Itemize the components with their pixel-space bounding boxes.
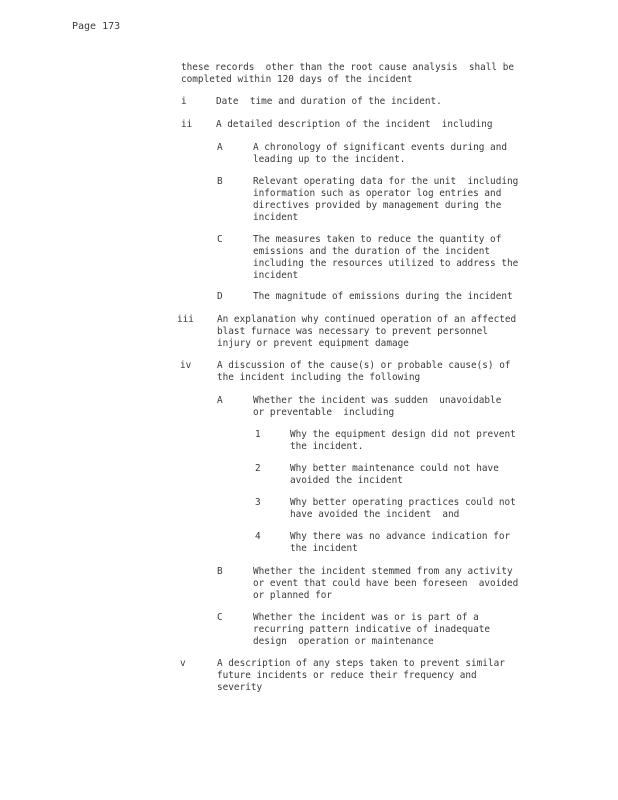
item-number: 3 (255, 497, 261, 508)
item-number: v (180, 658, 186, 669)
item-number: 2 (255, 463, 261, 474)
text-line: incident (253, 212, 299, 223)
text-line: design operation or maintenance (253, 636, 434, 647)
text-line: information such as operator log entries and (253, 188, 502, 199)
text-line: blast furnace was necessary to prevent personnel (217, 326, 488, 337)
text-line: completed within 120 days of the incident (181, 74, 413, 85)
text-line: including the resources utilized to address the (253, 258, 519, 269)
item-number: A (217, 142, 223, 153)
text-line: A discussion of the cause(s) or probable cause(s) of (217, 360, 511, 371)
text-line: avoided the incident (290, 475, 403, 486)
item-number: D (217, 291, 223, 302)
text-line: Why there was no advance indication for (290, 531, 511, 542)
item-number: C (217, 234, 223, 245)
text-line: Date time and duration of the incident. (216, 96, 442, 107)
text-line: injury or prevent equipment damage (217, 338, 409, 349)
text-line: the incident including the following (217, 372, 421, 383)
text-line: future incidents or reduce their frequency and (217, 670, 477, 681)
text-line: or planned for (253, 590, 333, 601)
item-number: ii (181, 119, 193, 130)
text-line: Whether the incident stemmed from any activity (253, 566, 513, 577)
item-number: A (217, 395, 223, 406)
text-line: leading up to the incident. (253, 154, 406, 165)
text-line: or event that could have been foreseen avoided (253, 578, 519, 589)
item-number: 1 (255, 429, 261, 440)
text-line: these records other than the root cause analysis shall be (181, 62, 515, 73)
text-line: Whether the incident was or is part of a (253, 612, 479, 623)
text-line: A description of any steps taken to prevent similar (217, 658, 505, 669)
text-line: Why better maintenance could not have (290, 463, 499, 474)
item-number: i (181, 96, 187, 107)
text-line: have avoided the incident and (290, 509, 460, 520)
text-line: recurring pattern indicative of inadequate (253, 624, 491, 635)
text-line: or preventable including (253, 407, 395, 418)
text-line: Why better operating practices could not (290, 497, 516, 508)
intro-paragraph (181, 62, 551, 86)
page-number: Page 173 (72, 21, 121, 32)
item-number: 4 (255, 531, 261, 542)
text-line: directives provided by management during the (253, 200, 502, 211)
item-number: B (217, 176, 223, 187)
text-line: severity (217, 682, 263, 693)
text-line: A detailed description of the incident including (216, 119, 493, 130)
text-line: The measures taken to reduce the quantity of (253, 234, 502, 245)
text-line: emissions and the duration of the incident (253, 246, 491, 257)
item-number: iv (180, 360, 192, 371)
text-line: incident (253, 270, 299, 281)
text-line: A chronology of significant events during and (253, 142, 507, 153)
text-line: the incident. (290, 441, 364, 452)
item-number: iii (177, 314, 194, 325)
item-number: B (217, 566, 223, 577)
text-line: Whether the incident was sudden unavoidable (253, 395, 502, 406)
item-number: C (217, 612, 223, 623)
text-line: The magnitude of emissions during the incident (253, 291, 513, 302)
text-line: Why the equipment design did not prevent (290, 429, 516, 440)
text-line: Relevant operating data for the unit including (253, 176, 519, 187)
text-line: An explanation why continued operation of an affected (217, 314, 517, 325)
text-line: the incident (290, 543, 358, 554)
